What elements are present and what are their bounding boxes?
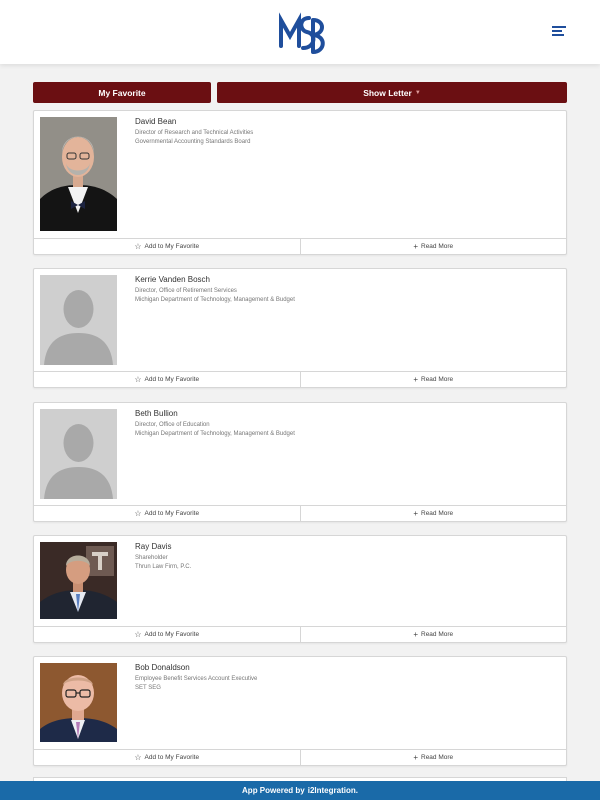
person-card	[33, 402, 567, 522]
person-card	[33, 110, 567, 255]
person-name[interactable]: Beth Bullion	[135, 409, 178, 418]
footer-brand-link[interactable]: i2Integration.	[307, 786, 358, 795]
card-actions	[34, 749, 566, 765]
card-actions	[34, 626, 566, 642]
star-icon: ☆	[134, 629, 142, 639]
person-name[interactable]: Bob Donaldson	[135, 663, 190, 672]
msb-logo-icon[interactable]	[275, 8, 327, 58]
show-letter-button[interactable]	[217, 82, 567, 103]
person-info	[135, 117, 253, 146]
person-card	[33, 535, 567, 643]
person-photo	[40, 409, 117, 499]
person-photo	[40, 275, 117, 365]
plus-icon: +	[413, 629, 418, 639]
person-name[interactable]: Kerrie Vanden Bosch	[135, 275, 211, 284]
read-more-button[interactable]	[300, 372, 567, 387]
person-organization: Michigan Department of Technology, Management & Budget	[135, 296, 295, 303]
add-to-favorite-label: Add to My Favorite	[144, 510, 200, 517]
person-title: Director of Research and Technical Activities	[135, 130, 254, 136]
plus-icon: +	[413, 241, 418, 251]
read-more-button[interactable]	[300, 627, 567, 642]
person-title: Director, Office of Education	[135, 422, 210, 428]
person-info	[135, 542, 191, 571]
person-organization: Michigan Department of Technology, Management & Budget	[135, 430, 295, 437]
person-photo	[40, 542, 117, 619]
star-icon: ☆	[134, 374, 142, 384]
my-favorite-button[interactable]: My Favorite	[33, 82, 211, 103]
read-more-label: Read More	[421, 510, 454, 517]
read-more-label: Read More	[421, 631, 454, 638]
add-to-favorite-label: Add to My Favorite	[144, 754, 200, 761]
person-name[interactable]: David Bean	[135, 117, 177, 126]
hamburger-menu-icon[interactable]	[552, 26, 566, 38]
app-header	[0, 0, 600, 64]
plus-icon: +	[413, 752, 418, 762]
star-icon: ☆	[134, 508, 142, 518]
person-organization: Thrun Law Firm, P.C.	[135, 563, 192, 570]
add-to-favorite-button[interactable]	[34, 239, 300, 254]
person-card	[33, 656, 567, 766]
show-letter-label: Show Letter	[363, 87, 412, 98]
star-icon: ☆	[134, 241, 142, 251]
person-title: Director, Office of Retirement Services	[135, 288, 237, 294]
person-info	[135, 409, 295, 438]
add-to-favorite-label: Add to My Favorite	[144, 243, 200, 250]
person-title: Employee Benefit Services Account Executive	[135, 676, 258, 682]
add-to-favorite-button[interactable]	[34, 372, 300, 387]
add-to-favorite-label: Add to My Favorite	[144, 376, 200, 383]
person-photo	[40, 117, 117, 231]
read-more-button[interactable]	[300, 239, 567, 254]
plus-icon: +	[413, 374, 418, 384]
person-organization: SET SEG	[135, 684, 161, 691]
star-icon: ☆	[134, 752, 142, 762]
person-info	[135, 663, 257, 692]
add-to-favorite-button[interactable]	[34, 750, 300, 765]
person-title: Shareholder	[135, 555, 168, 561]
plus-icon: +	[413, 508, 418, 518]
add-to-favorite-button[interactable]	[34, 506, 300, 521]
person-name[interactable]: Ray Davis	[135, 542, 172, 551]
add-to-favorite-label: Add to My Favorite	[144, 631, 200, 638]
caret-down-icon: ▼	[414, 89, 421, 96]
person-organization: Governmental Accounting Standards Board	[135, 138, 251, 145]
person-photo	[40, 663, 117, 742]
person-info	[135, 275, 295, 304]
toolbar	[33, 82, 567, 103]
read-more-button[interactable]	[300, 750, 567, 765]
footer-prefix: App Powered by	[242, 786, 305, 795]
read-more-label: Read More	[421, 376, 454, 383]
footer-bar	[0, 781, 600, 800]
read-more-label: Read More	[421, 754, 454, 761]
add-to-favorite-button[interactable]	[34, 627, 300, 642]
person-card	[33, 268, 567, 388]
read-more-label: Read More	[421, 243, 454, 250]
card-actions	[34, 238, 566, 254]
card-actions	[34, 371, 566, 387]
card-actions	[34, 505, 566, 521]
read-more-button[interactable]	[300, 506, 567, 521]
